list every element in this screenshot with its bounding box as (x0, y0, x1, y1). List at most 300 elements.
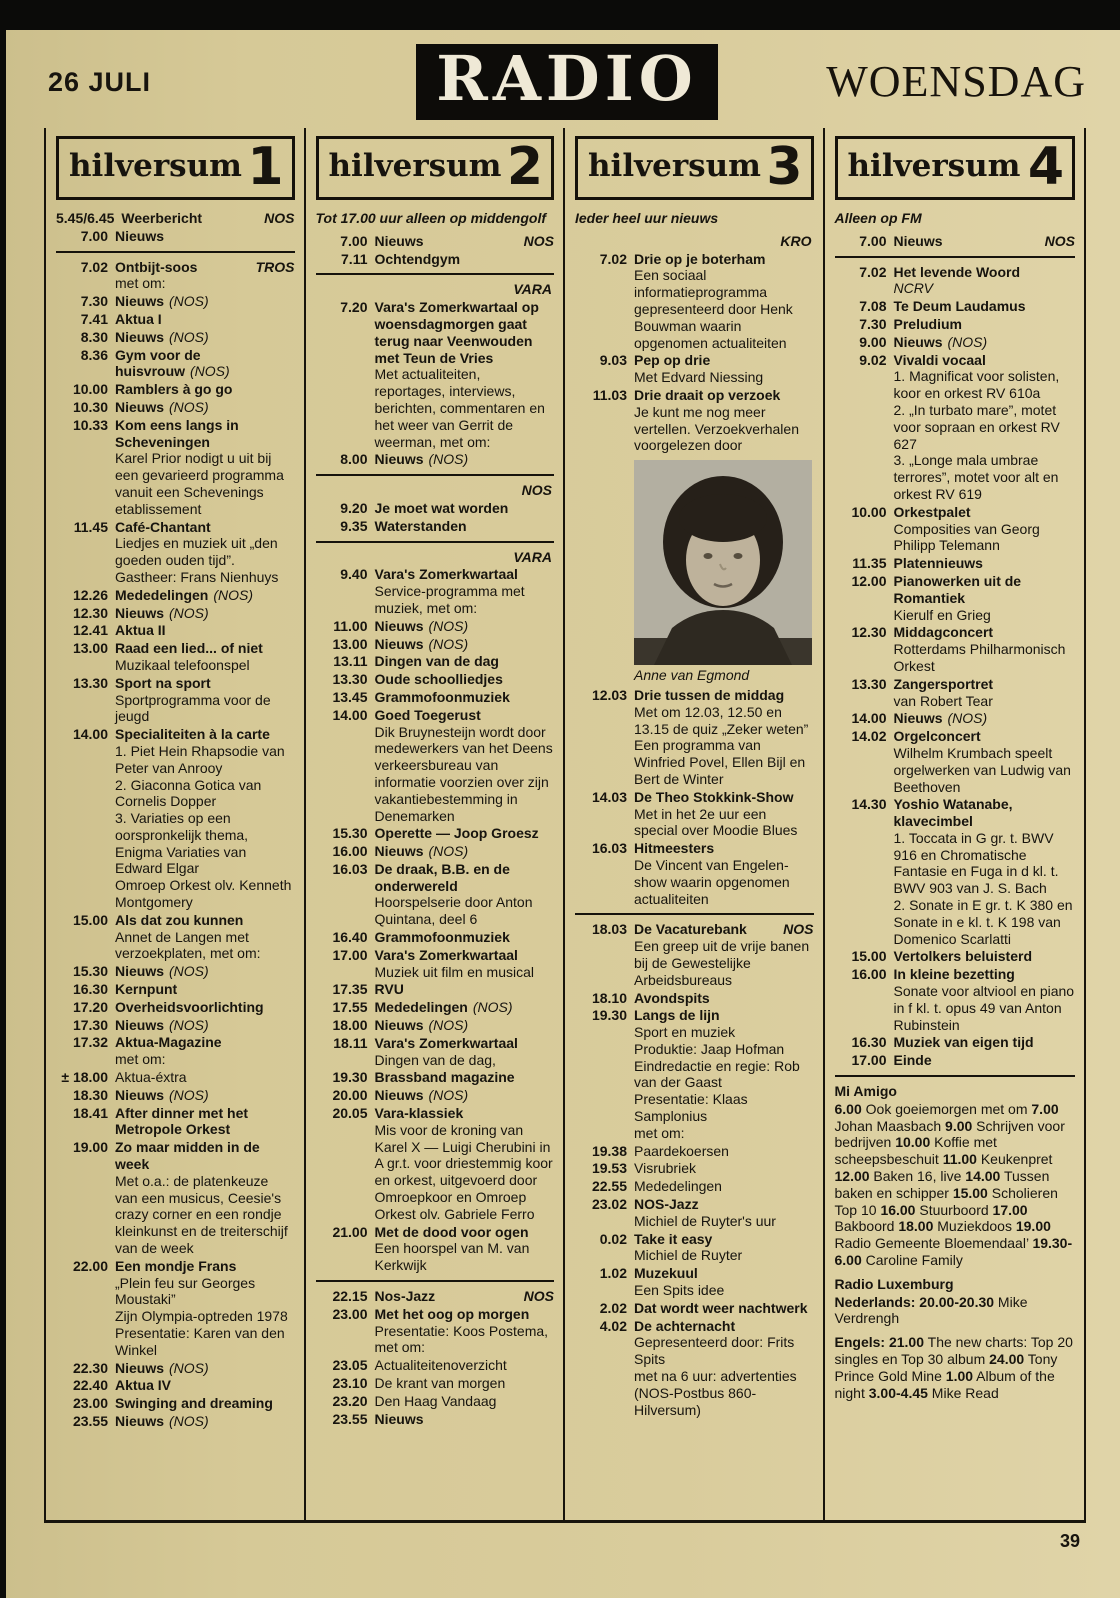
program-title: Actualiteitenoverzicht (374, 1357, 507, 1374)
program-description-line: Sportprogramma voor de jeugd (115, 691, 271, 725)
program-content (375, 707, 555, 825)
program-description-line: „Plein feu sur Georges Moustaki” (115, 1274, 256, 1308)
program-entry (835, 352, 1076, 503)
program-entry (316, 518, 555, 535)
program-time: 10.00 (851, 503, 887, 520)
program-entry (835, 316, 1076, 333)
program-content (894, 676, 1076, 710)
program-time: 10.00 (72, 381, 108, 398)
program-content (634, 387, 814, 454)
column-name: hilversum (328, 148, 502, 185)
program-description-line: Met actualiteiten, reportages, interviews, berichten, commentaren en het weer van Gerrit de weerman, met om: (374, 366, 545, 450)
program-entry (56, 210, 295, 227)
program-title: De achternacht (634, 1317, 736, 1334)
program-description-line: Kierulf en Grieg (893, 606, 991, 623)
program-content (375, 1069, 555, 1086)
date-label: 26 JULI (48, 66, 152, 97)
program-title: Orgelconcert (893, 728, 981, 745)
program-entry (835, 710, 1076, 727)
program-entry (575, 687, 814, 788)
program-description-line: 1. Magnificat voor solisten, koor en orkest RV 610a (893, 368, 1060, 402)
program-time: 4.02 (599, 1317, 627, 1334)
program-content (375, 1087, 555, 1104)
program-time: 19.00 (72, 1139, 108, 1156)
column-hilversum-2 (306, 128, 566, 1520)
program-content (115, 912, 295, 962)
program-title: Nos-Jazz (374, 1288, 436, 1305)
program-time: 18.41 (72, 1104, 108, 1121)
section-rule (316, 1280, 555, 1282)
program-title: Nieuws (374, 451, 424, 468)
program-entry (575, 789, 814, 839)
broadcaster-label: KRO (780, 232, 812, 249)
program-time: 17.30 (72, 1016, 108, 1033)
program-entry (835, 298, 1076, 315)
program-description-line: 1. Toccata in G gr. t. BWV 916 en Chromatische Fantasie en Fuga in d kl. t. BWV 903 van J. S. Bach (893, 829, 1059, 897)
program-entry (56, 622, 295, 639)
program-title-suffix: (NOS) (169, 1359, 209, 1376)
program-time: 12.26 (72, 586, 108, 603)
program-content (634, 687, 814, 788)
program-description-line: Met Edvard Niessing (634, 369, 764, 386)
program-content (634, 1196, 814, 1230)
program-content (115, 1377, 295, 1394)
program-content (375, 1224, 555, 1274)
program-title: Nieuws (115, 227, 165, 244)
station-heading: Mi Amigo (834, 1083, 897, 1100)
program-entry (56, 329, 295, 346)
program-entry (316, 707, 555, 825)
program-description-line: 3. „Longe mala umbrae terrores”, motet voor alt en orkest RV 619 (893, 452, 1059, 502)
program-time: 1.02 (599, 1265, 627, 1282)
program-description-line: Met om 12.03, 12.50 en 13.15 de quiz „Zeker weten” (634, 703, 809, 737)
program-content (375, 1306, 555, 1356)
schedule-paragraph: Nederlands: 20.00-20.30 Mike Verdrengh (834, 1293, 1028, 1327)
program-time: 7.30 (859, 315, 887, 332)
program-entry (835, 728, 1076, 795)
program-content (115, 228, 295, 245)
program-content (115, 259, 295, 293)
program-title: In kleine bezetting (893, 966, 1015, 983)
program-time: 7.30 (80, 293, 108, 310)
column-listings (56, 210, 295, 1430)
program-content (375, 618, 555, 635)
program-time: 13.45 (332, 688, 368, 705)
program-content (894, 728, 1076, 795)
program-content (115, 605, 295, 622)
program-content (375, 653, 555, 670)
program-content (634, 840, 814, 907)
program-columns (44, 128, 1086, 1523)
program-content (375, 566, 555, 616)
program-content (375, 1357, 555, 1374)
program-title-suffix: (NOS) (428, 1087, 469, 1104)
program-description-line: Zijn Olympia-optreden 1978 (115, 1308, 288, 1325)
program-title: Paardekoersen (634, 1142, 729, 1159)
broadcaster-tag: NOS (1044, 232, 1075, 249)
station-heading: Radio Luxemburg (834, 1275, 954, 1292)
program-entry (56, 417, 295, 518)
program-title: Brassband magazine (374, 1069, 515, 1086)
column-header (575, 136, 814, 200)
program-content (894, 264, 1076, 298)
program-description-line: Muzikaal telefoonspel (115, 656, 250, 673)
column-number: 3 (766, 136, 803, 197)
program-entry (835, 624, 1076, 674)
program-entry (575, 921, 814, 988)
program-title: Nieuws (374, 1017, 424, 1034)
program-content (115, 417, 295, 518)
broadcaster-label: VARA (513, 548, 552, 565)
program-time: 22.15 (332, 1288, 368, 1305)
program-content (375, 251, 555, 268)
program-description-line: Een hoorspel van M. van Kerkwijk (374, 1240, 530, 1274)
program-time: 23.00 (72, 1395, 108, 1412)
program-title: Aktua-Magazine (115, 1034, 222, 1051)
program-description-line: Een programma van Winfried Povel, Ellen Bijl en Bert de Winter (634, 737, 806, 787)
radio-title-block (416, 44, 717, 120)
program-title: Nieuws (374, 635, 424, 652)
program-title-suffix: (NOS) (428, 1017, 469, 1034)
program-time: 14.00 (332, 706, 368, 723)
program-content (375, 689, 555, 706)
program-content (115, 640, 295, 674)
program-time: 7.20 (340, 299, 368, 316)
program-content (894, 334, 1076, 351)
program-description-line: Gepresenteerd door: Frits Spits (634, 1334, 795, 1368)
program-time: 14.02 (851, 728, 887, 745)
program-description-line: met na 6 uur: advertenties (NOS-Postbus 860-Hilversum) (634, 1368, 797, 1418)
program-content (115, 399, 295, 416)
program-entry (835, 1034, 1076, 1051)
column-listings (316, 210, 555, 1427)
program-entry (56, 640, 295, 674)
program-entry (316, 825, 555, 842)
program-title: Avondspits (634, 989, 710, 1006)
program-title: De draak, B.B. en de onderwereld (374, 860, 510, 894)
program-title: Oude schoolliedjes (374, 671, 503, 688)
program-time: 12.30 (851, 624, 887, 641)
program-content (634, 1318, 814, 1419)
program-entry (575, 1300, 814, 1317)
program-content (894, 966, 1076, 1033)
program-content (115, 519, 295, 586)
program-content (115, 329, 295, 346)
program-entry (575, 387, 814, 454)
program-time: 17.00 (332, 946, 368, 963)
program-title: Nieuws (115, 963, 165, 980)
program-time: 23.20 (332, 1392, 368, 1409)
program-entry (316, 1069, 555, 1086)
program-time: 7.02 (599, 250, 627, 267)
section-rule (316, 474, 555, 476)
program-entry (316, 618, 555, 635)
program-title-suffix: (NOS) (472, 999, 513, 1016)
program-description-line: Michiel de Ruyter's uur (634, 1212, 776, 1229)
program-time: 19.30 (591, 1007, 627, 1024)
program-content (894, 796, 1076, 947)
program-title: Drie op je boterham (634, 250, 766, 267)
program-title: Grammofoonmuziek (374, 688, 510, 705)
column-name: hilversum (588, 148, 761, 185)
program-title: Orkestpalet (893, 503, 971, 520)
program-description-line: Een sociaal informatieprogramma gepresenteerd door Henk Bouwman waarin opgenomen actualiteiten (634, 267, 793, 351)
program-entry (56, 1377, 295, 1394)
program-title: De Theo Stokkink-Show (634, 788, 794, 805)
program-content (115, 1258, 295, 1359)
program-content (115, 381, 295, 398)
program-title-suffix: (NOS) (213, 586, 254, 603)
program-description-line: met om: (115, 1051, 166, 1068)
program-entry (56, 259, 295, 293)
program-entry (835, 233, 1076, 250)
program-content (894, 1052, 1076, 1069)
program-entry (316, 843, 555, 860)
program-time: 17.00 (851, 1052, 887, 1069)
program-title: Als dat zou kunnen (115, 911, 244, 928)
program-title: Dat wordt weer nachtwerk (634, 1299, 808, 1316)
program-entry (56, 228, 295, 245)
photo-caption: Anne van Egmond (634, 667, 750, 684)
program-title-suffix: (NOS) (190, 363, 230, 380)
program-time: 14.30 (851, 796, 887, 813)
program-title: Pianowerken uit de Romantiek (893, 572, 1022, 606)
program-content (634, 352, 814, 386)
program-title: Operette — Joop Groesz (374, 825, 539, 842)
program-title: Gym voor de huisvrouw (115, 346, 201, 380)
program-content (375, 1035, 555, 1069)
program-content (634, 921, 814, 988)
program-title: Nieuws (374, 843, 424, 860)
program-time: 7.11 (341, 250, 368, 267)
program-content (894, 573, 1076, 623)
program-description-line: Annet de Langen met verzoekplaten, met om: (115, 928, 261, 962)
program-entry (316, 929, 555, 946)
program-time: 15.00 (72, 911, 108, 928)
program-description-line: De Vincent van Engelen-show waarin opgenomen actualiteiten (634, 856, 790, 907)
program-content (894, 555, 1076, 572)
broadcaster-tag: NOS (523, 232, 554, 249)
program-description-line: Composities van Georg Philipp Telemann (893, 520, 1040, 554)
program-time: 10.33 (72, 416, 108, 433)
column-note: Tot 17.00 uur alleen op middengolf (315, 210, 547, 226)
program-entry (575, 1318, 814, 1419)
program-time: 7.00 (859, 232, 887, 249)
program-description-line: Liedjes en muziek uit „den goeden ouden tijd”. Gastheer: Frans Nienhuys (115, 535, 279, 585)
program-title: Te Deum Laudamus (893, 298, 1026, 315)
program-time: 8.30 (80, 328, 108, 345)
program-content (375, 299, 555, 450)
program-content (115, 1087, 295, 1104)
program-description-line: Omroep Orkest olv. Kenneth Montgomery (115, 877, 292, 911)
program-title: Café-Chantant (115, 518, 211, 535)
program-content (894, 352, 1076, 503)
program-description-line: Dik Bruynesteijn wordt door medewerkers van het Deens verkeersbureau van informatie voorzien over zijn vakantiebestemming in Denemarken (374, 723, 553, 824)
program-title: Ontbijt-soos (115, 258, 198, 275)
program-description-line: van Robert Tear (893, 692, 993, 709)
program-entry (316, 1087, 555, 1104)
program-description-line: 1. Piet Hein Rhapsodie van Peter van Anrooy (115, 742, 285, 776)
program-time: 15.30 (72, 963, 108, 980)
program-time: 22.00 (72, 1257, 108, 1274)
program-entry (316, 1035, 555, 1069)
program-time: 7.00 (80, 227, 108, 244)
program-content (375, 451, 555, 468)
program-title: Muzekuul (634, 1265, 698, 1282)
column-name: hilversum (69, 148, 242, 185)
broadcaster-label: VARA (513, 281, 552, 298)
program-title: Middagconcert (893, 624, 994, 641)
broadcaster-label: NOS (521, 482, 552, 499)
program-entry (316, 981, 555, 998)
program-description-line: Presentatie: Klaas Samplonius (634, 1091, 748, 1125)
program-entry (316, 1017, 555, 1034)
program-entry (56, 981, 295, 998)
broadcaster-tag: NOS (264, 210, 295, 226)
program-entry (56, 381, 295, 398)
program-description-line: 2. Sonate in E gr. t. K 380 en Sonate in e kl. t. K 198 van Domenico Scarlatti (893, 897, 1073, 947)
program-content (115, 622, 295, 639)
program-title: Waterstanden (374, 517, 467, 534)
program-content (115, 981, 295, 998)
program-time: 16.40 (332, 929, 368, 946)
section-rule (316, 273, 555, 275)
program-description-line: Presentatie: Koos Postema, met om: (374, 1322, 549, 1356)
program-description-line: Dingen van de dag, (374, 1051, 496, 1068)
program-title: Nieuws (374, 1087, 424, 1104)
program-title-suffix: (NOS) (169, 1086, 209, 1103)
program-content (375, 861, 555, 928)
program-time: 16.03 (332, 860, 368, 877)
program-time: 18.00 (332, 1017, 368, 1034)
program-entry (56, 293, 295, 310)
column-header (56, 136, 295, 200)
program-description-line: Een greep uit de vrije banen bij de Gewestelijke Arbeidsbureaus (634, 938, 810, 988)
program-time: 20.00 (332, 1087, 368, 1104)
program-entry (575, 1007, 814, 1141)
program-content (894, 948, 1076, 965)
program-title-suffix: (NOS) (428, 843, 469, 860)
program-time: 23.55 (332, 1410, 368, 1427)
program-time: 17.32 (72, 1034, 108, 1051)
program-time: 7.02 (80, 258, 108, 275)
section-rule (316, 541, 555, 543)
program-content (115, 999, 295, 1016)
schedule-paragraph: Engels: 21.00 The new charts: Top 20 singles en Top 30 album 24.00 Tony Prince Gold Mine 1.00 Album of the night 3.00-4.45 Mike Read (834, 1334, 1073, 1401)
program-content (375, 233, 555, 250)
scan-edge-left (0, 0, 6, 1598)
program-time: 2.02 (599, 1299, 627, 1316)
program-description-line: Michiel de Ruyter (634, 1247, 743, 1264)
program-content (375, 1017, 555, 1034)
broadcaster-tag: TROS (255, 258, 295, 275)
program-time: 0.02 (599, 1230, 627, 1247)
program-description-line: Wilhelm Krumbach speelt orgelwerken van Ludwig van Beethoven (893, 744, 1071, 795)
program-title: Kom eens langs in Scheveningen (115, 416, 239, 450)
program-title: Vara-klassiek (374, 1105, 464, 1122)
program-entry (316, 1357, 555, 1374)
program-description-line: Muziek uit film en musical (374, 963, 534, 980)
program-content (634, 1265, 814, 1299)
program-content (115, 1395, 295, 1412)
program-title: Nieuws (115, 1359, 165, 1376)
program-time: 9.35 (340, 517, 368, 534)
program-content (375, 1375, 555, 1392)
program-entry (56, 675, 295, 725)
program-title: Sport na sport (115, 674, 211, 691)
program-content (634, 990, 814, 1007)
column-listings (575, 210, 814, 1418)
program-time: 9.00 (859, 333, 887, 350)
program-content (375, 999, 555, 1016)
program-title: De Vacaturebank (634, 921, 747, 938)
program-content (115, 1069, 295, 1086)
program-content (375, 825, 555, 842)
program-title: Pep op drie (634, 352, 711, 369)
program-title: Nieuws (893, 710, 943, 727)
program-title: Vara's Zomerkwartaal (374, 946, 518, 963)
program-description-line: Een Spits idee (634, 1282, 725, 1299)
program-entry (575, 1231, 814, 1265)
program-entry (835, 966, 1076, 1033)
program-title: Aktua IV (115, 1377, 172, 1394)
program-content (375, 929, 555, 946)
program-time: 23.55 (72, 1412, 108, 1429)
program-title: Aktua I (115, 310, 162, 327)
column-note: Ieder heel uur nieuws (575, 210, 719, 226)
program-entry (316, 636, 555, 653)
program-entry (575, 1196, 814, 1230)
program-entry (835, 264, 1076, 298)
program-description-line: Sport en muziek (634, 1024, 736, 1041)
program-title: After dinner met het Metropole Orkest (115, 1104, 249, 1138)
program-title: Specialiteiten à la carte (115, 726, 270, 743)
program-description-line: Produktie: Jaap Hofman (634, 1040, 785, 1057)
program-content (115, 1034, 295, 1068)
program-entry (316, 1105, 555, 1223)
program-title: Zangersportret (893, 675, 994, 692)
program-entry (835, 676, 1076, 710)
column-hilversum-4 (825, 128, 1085, 1520)
program-time: 23.05 (332, 1357, 368, 1374)
program-entry (56, 1413, 295, 1430)
section-rule (835, 1075, 1076, 1077)
program-description-line: Je kunt me nog meer vertellen. Verzoekverhalen voorgelezen door (634, 403, 799, 454)
program-title-suffix: (NOS) (169, 293, 209, 310)
program-time: 22.55 (591, 1178, 627, 1195)
program-entry (575, 1143, 814, 1160)
program-content (115, 1139, 295, 1257)
program-title: Nieuws (374, 1410, 424, 1427)
program-entry (575, 1178, 814, 1195)
program-time: 13.30 (72, 674, 108, 691)
program-title: Einde (893, 1052, 932, 1069)
program-time: 17.35 (332, 981, 368, 998)
program-entry (316, 233, 555, 250)
program-entry (575, 251, 814, 352)
program-title: Mededelingen (374, 999, 468, 1016)
program-title-suffix: (NOS) (169, 963, 209, 980)
program-entry (56, 399, 295, 416)
program-entry (56, 1069, 295, 1086)
program-entry (56, 1034, 295, 1068)
program-content (375, 947, 555, 981)
program-entry (316, 1375, 555, 1392)
program-content (375, 1288, 555, 1305)
program-content (375, 981, 555, 998)
program-description-line: Mis voor de kroning van Karel X — Luigi Cherubini in A gr.t. voor driestemmig koor en orkest, uitgevoerd door Omroepkoor en Omroep Orkest olv. Gabriele Ferro (374, 1121, 553, 1222)
program-title: NOS-Jazz (634, 1196, 699, 1213)
